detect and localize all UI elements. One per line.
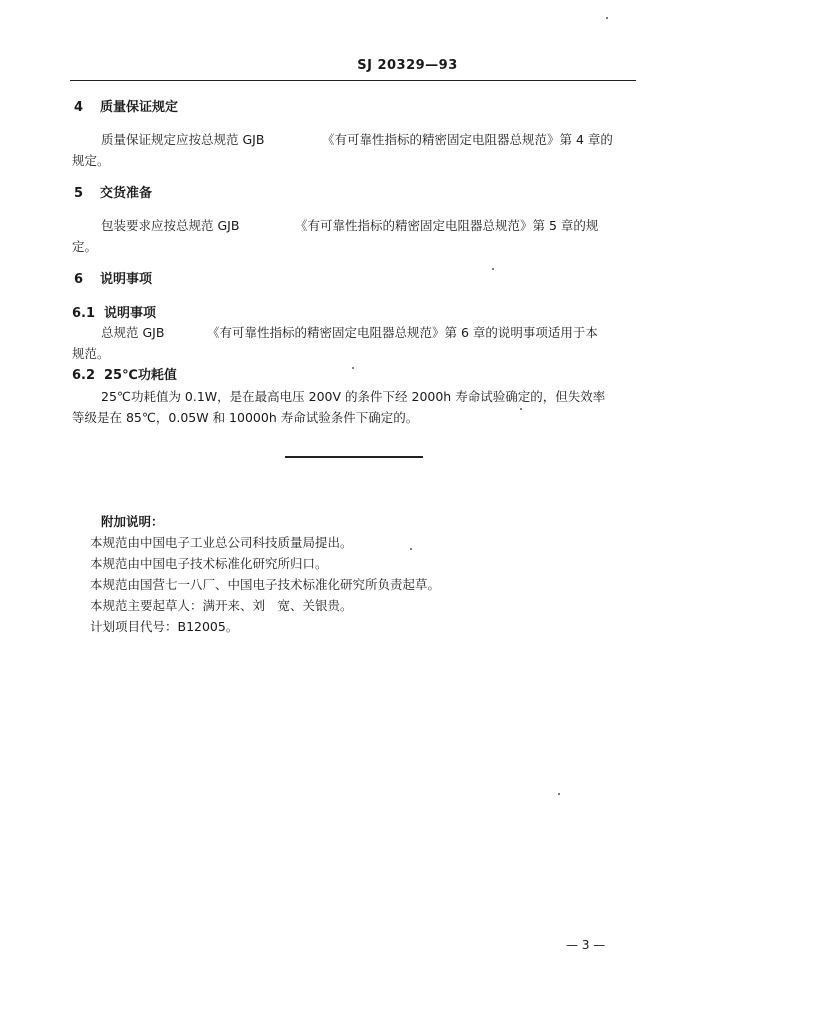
section-6-2-number: 6.2	[72, 368, 96, 383]
document-code: SJ 20329—93	[357, 58, 458, 73]
section-6-1-line1-start: 总规范 GJB	[101, 325, 165, 340]
section-5-title: 交货准备	[100, 186, 153, 201]
notes-line: 本规范由中国电子技术标准化研究所归口。	[90, 556, 328, 571]
page-number: — 3 —	[566, 938, 606, 952]
section-6-number: 6	[74, 272, 84, 287]
section-6-1-heading	[72, 302, 156, 321]
section-6-1-number: 6.1	[72, 306, 96, 321]
section-5-number: 5	[74, 186, 84, 201]
section-4-heading	[74, 96, 178, 115]
section-5-heading	[74, 182, 152, 201]
notes-line: 本规范由国营七一八厂、中国电子技术标准化研究所负责起草。	[90, 577, 441, 592]
section-6-2-title: 25℃功耗值	[104, 368, 177, 383]
header-rule	[70, 80, 636, 81]
scan-speck	[606, 17, 608, 19]
section-5-line1-start: 包装要求应按总规范 GJB	[101, 218, 240, 233]
section-6-heading	[74, 268, 152, 287]
scan-speck	[492, 268, 494, 270]
section-5-line2: 定。	[72, 239, 98, 254]
scan-speck	[520, 408, 522, 410]
notes-heading: 附加说明：	[101, 514, 164, 529]
section-6-1-title: 说明事项	[104, 306, 157, 321]
section-4-line1-end: 《有可靠性指标的精密固定电阻器总规范》第 4 章的	[322, 132, 613, 147]
section-5-line1-end: 《有可靠性指标的精密固定电阻器总规范》第 5 章的规	[295, 218, 599, 233]
section-6-2-line1: 25℃功耗值为 0.1W，是在最高电压 200V 的条件下经 2000h 寿命试验确定的，但失效率	[101, 389, 606, 404]
section-4-line2: 规定。	[72, 153, 110, 168]
section-6-2-heading	[72, 364, 177, 383]
section-4-number: 4	[74, 100, 84, 115]
section-6-1-line2: 规范。	[72, 346, 110, 361]
scan-speck	[352, 367, 354, 369]
notes-line: 本规范主要起草人：满开来、刘 宽、关银贵。	[90, 598, 353, 613]
section-4-title: 质量保证规定	[100, 100, 179, 115]
section-6-title: 说明事项	[100, 272, 153, 287]
scan-speck	[558, 793, 560, 795]
section-6-2-line2: 等级是在 85℃，0.05W 和 10000h 寿命试验条件下确定的。	[72, 410, 419, 425]
notes-line: 计划项目代号：B12005。	[90, 619, 239, 634]
scan-speck	[410, 548, 412, 550]
section-separator	[285, 456, 423, 458]
section-4-line1-start: 质量保证规定应按总规范 GJB	[101, 132, 265, 147]
section-6-1-line1-end: 《有可靠性指标的精密固定电阻器总规范》第 6 章的说明事项适用于本	[207, 325, 598, 340]
notes-line: 本规范由中国电子工业总公司科技质量局提出。	[90, 535, 353, 550]
